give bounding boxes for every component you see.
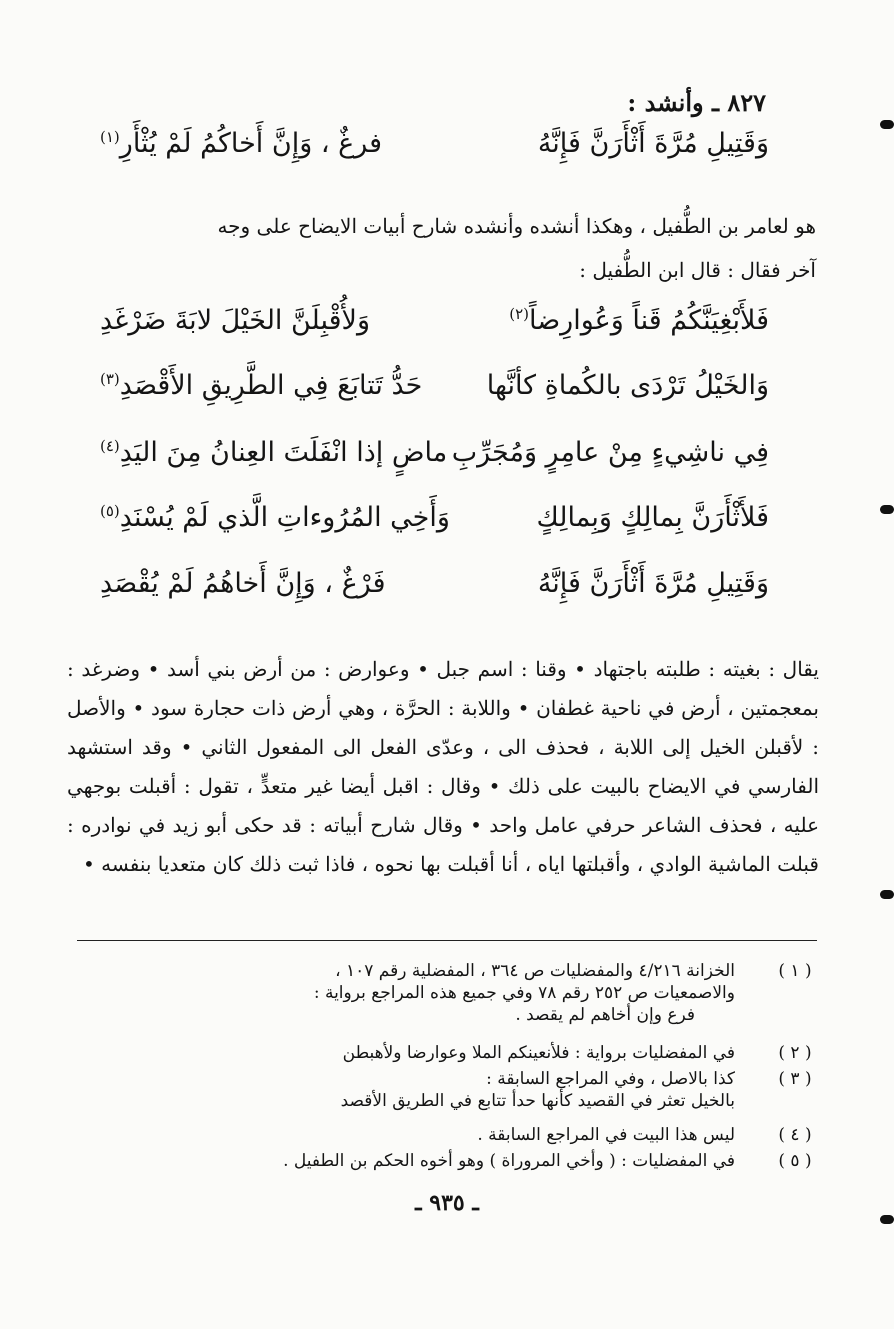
verse-second-hemistich: حَدُّ تَتابَعَ فِي الطَّرِيقِ الأَقْصَدِ$^{(٣)}$: [100, 370, 423, 401]
scan-edge-mark: [880, 505, 894, 514]
footnote-ref: (٥): [100, 502, 120, 520]
verse-second-hemistich: فَرْغٌ ، وَإِنَّ أَخاهُمُ لَمْ يُقْصَدِ: [100, 568, 386, 599]
first-verse: [0, 128, 894, 188]
first-verse-second-hemistich: فرغٌ ، وَإِنَّ أَخاكُمُ لَمْ يُثْأَرِ$^{(١)}$: [100, 128, 383, 159]
scan-edge-mark: [880, 890, 894, 899]
first-verse-first-hemistich: وَقَتِيلِ مُرَّةَ أَثْأَرَنَّ فَإِنَّهُ: [537, 128, 769, 159]
intro-line: هو لعامر بن الطُّفيل ، وهكذا أنشده وأنشده شارح أبيات الايضاح على وجه: [217, 214, 816, 238]
footnote-line: في المفضليات : ( وأخي المروراة ) وهو أخوه الحكم بن الطفيل .: [283, 1151, 735, 1171]
poem-verse: [0, 370, 894, 430]
footnote-ref: (٢): [509, 305, 530, 323]
footnote-number: ( ٥ ): [778, 1151, 812, 1171]
footnote-line: كذا بالاصل ، وفي المراجع السابقة :: [486, 1069, 735, 1089]
footnote-line: الخزانة ٤/٢١٦ والمفضليات ص ٣٦٤ ، المفضلية رقم ١٠٧ ،: [335, 961, 735, 981]
footnote-divider: [77, 940, 817, 941]
poem-verse: [0, 437, 894, 497]
footnote-number: ( ٣ ): [778, 1069, 812, 1089]
footnote: [60, 1150, 820, 1172]
footnote: [60, 960, 820, 1026]
verse-number-heading: ٨٢٧ ـ وأنشد :: [627, 88, 766, 117]
poem-verse: [0, 568, 894, 628]
commentary-paragraph: يقال : بغيته : طلبته باجتهاد • وقنا : اسم جبل • وعوارض : من أرض بني أسد • وضرغد : بمعجمتين ، أرض في ناحية غطفان • واللابة : الحرَّة ، وهي أرض ذات حجارة سود • والأصل : لأقبلن الخيل إلى اللابة ، فحذف الى ، وعدّى الفعل الى المفعول الثاني • وقد استشهد الفارسي في الايضاح بالبيت على ذلك • وقال : اقبل أيضا غير متعدٍّ ، تقول : أقبلت بوجهي عليه ، فحذف الشاعر حرفي عامل واحد • وقال شارح أبياته : قد حكى أبو زيد في نوادره : قبلت الماشية الوادي ، وأقبلتها اياه ، أنا أقبلت بها نحوه ، فاذا ثبت ذلك كان متعديا بنفسه •: [67, 657, 819, 876]
footnote-number: ( ٤ ): [778, 1125, 812, 1145]
poem-verse: [0, 305, 894, 365]
verse-second-hemistich: وَلأُقْبِلَنَّ الخَيْلَ لابَةَ ضَرْغَدِ: [100, 305, 370, 336]
footnote: [60, 1042, 820, 1064]
footnote: [60, 1068, 820, 1112]
footnote-ref: (٣): [100, 370, 120, 388]
footnote-line: فرع وإن أخاهم لم يقصد .: [515, 1005, 695, 1025]
verse-first-hemistich: فَلأَبْغِيَنَّكُمُ قَناً وَعُوارِضاً$^{(٢)}$: [509, 305, 769, 336]
footnote-number: ( ١ ): [778, 961, 812, 981]
poem-verse: [0, 502, 894, 562]
footnote-ref: (١): [100, 128, 120, 146]
verse-first-hemistich: فِي ناشِيءٍ مِنْ عامِرٍ وَمُجَرِّبِ: [451, 437, 769, 468]
verse-first-hemistich: وَقَتِيلِ مُرَّةَ أَثْأَرَنَّ فَإِنَّهُ: [537, 568, 769, 599]
scan-edge-mark: [880, 120, 894, 129]
intro-line: آخر فقال : قال ابن الطُّفيل :: [579, 258, 816, 282]
footnote-line: بالخيل تعثر في القصيد كأنها حدأ تتابع في الطريق الأقصد: [340, 1091, 735, 1111]
verse-second-hemistich: وَأَخِي المُرُوءاتِ الَّذي لَمْ يُسْنَدِ$^{(٥)}$: [100, 502, 450, 533]
footnote-line: ليس هذا البيت في المراجع السابقة .: [477, 1125, 735, 1145]
verse-first-hemistich: فَلأَثْأَرَنَّ بِمالِكٍ وَبِمالِكٍ: [536, 502, 769, 533]
verse-second-hemistich: ماضٍ إذا انْفَلَتَ العِنانُ مِنَ اليَدِ$^{(٤)}$: [100, 437, 448, 468]
scan-edge-mark: [880, 1215, 894, 1224]
footnote-line: في المفضليات برواية : فلأنعينكم الملا وعوارضا ولأهبطن: [342, 1043, 735, 1063]
footnote: [60, 1124, 820, 1146]
footnote-line: والاصمعيات ص ٢٥٢ رقم ٧٨ وفي جميع هذه المراجع برواية :: [313, 983, 735, 1003]
verse-first-hemistich: وَالخَيْلُ تَرْدَى بالكُماةِ كأنَّها: [486, 370, 769, 401]
footnote-number: ( ٢ ): [778, 1043, 812, 1063]
page-number: ـ ٩٣٥ ـ: [415, 1190, 479, 1216]
footnote-ref: (٤): [100, 437, 120, 455]
